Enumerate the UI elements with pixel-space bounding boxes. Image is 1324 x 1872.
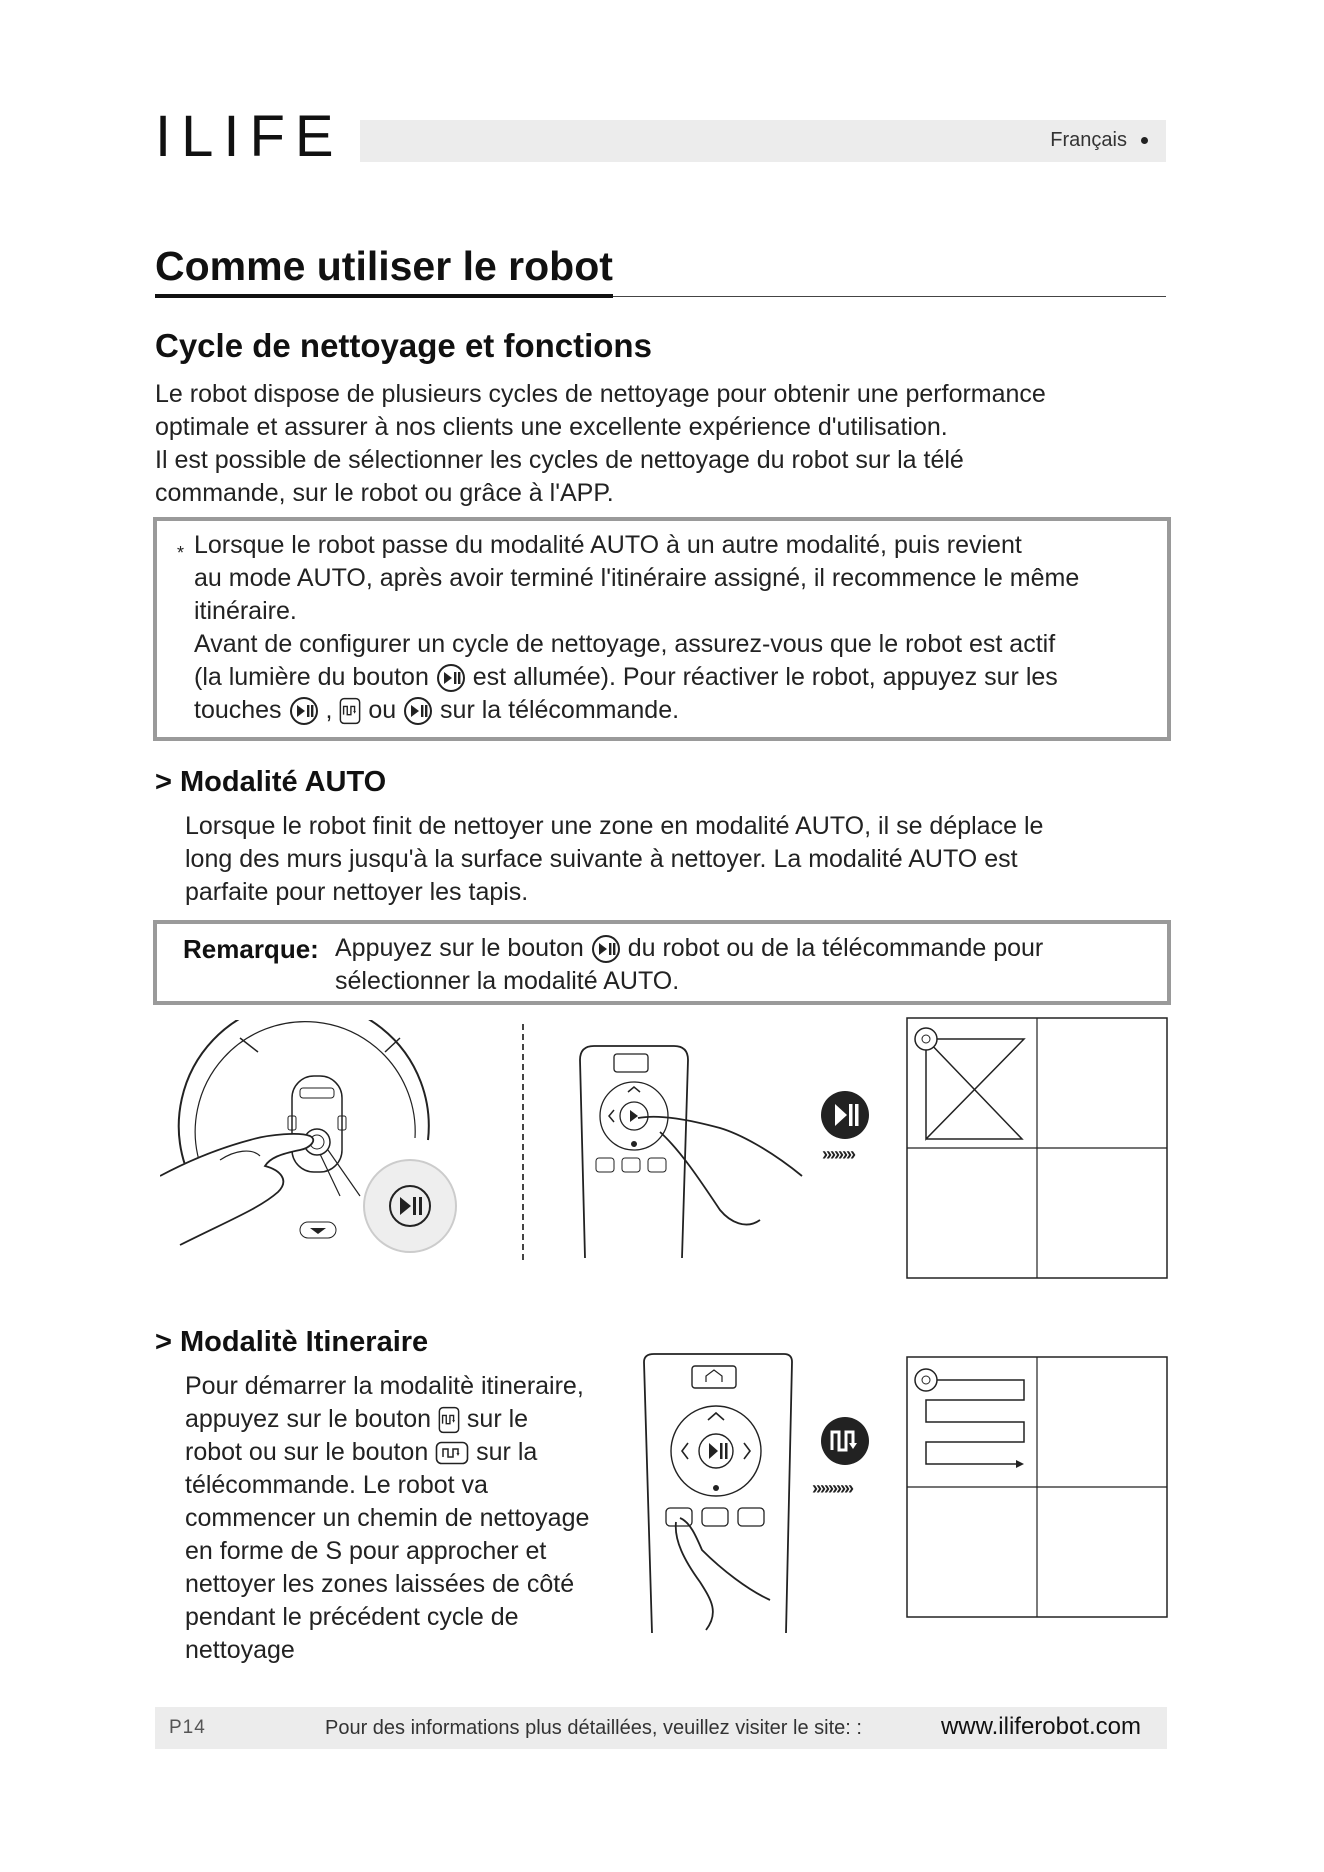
robot-icon xyxy=(915,1369,937,1391)
hand-icon xyxy=(160,1134,313,1245)
route-text-part: sur le xyxy=(466,1405,529,1433)
auto-mode-heading: > Modalité AUTO xyxy=(155,766,387,798)
play-pause-icon xyxy=(820,1090,870,1140)
remark-label: Remarque: xyxy=(183,934,319,964)
route-line xyxy=(185,1436,655,1469)
note-line: au mode AUTO, après avoir terminé l'itinéraire assigné, il recommence le même xyxy=(194,564,1080,592)
route-mode-description xyxy=(185,1370,655,1667)
note-box xyxy=(153,517,1171,741)
play-pause-icon xyxy=(289,696,319,726)
route-line: nettoyer les zones laissées de côté xyxy=(185,1570,575,1598)
note-line xyxy=(194,694,1179,727)
route-line xyxy=(185,1403,655,1436)
note-text xyxy=(194,529,1179,727)
note-line: Avant de configurer un cycle de nettoyage, assurez-vous que le robot est actif xyxy=(194,630,1056,658)
language-indicator xyxy=(1050,129,1148,152)
note-line: itinéraire. xyxy=(194,597,297,625)
fan-icon xyxy=(631,1141,637,1147)
note-bullet: * xyxy=(177,543,185,563)
auto-mode-description xyxy=(185,810,1175,909)
fan-icon xyxy=(713,1485,719,1491)
route-line: commencer un chemin de nettoyage xyxy=(185,1504,590,1532)
page-number: P14 xyxy=(169,1717,206,1738)
separator-dashed xyxy=(522,1024,524,1260)
language-bar xyxy=(360,120,1166,162)
website-link[interactable]: www.iliferobot.com xyxy=(940,1713,1141,1740)
play-pause-icon xyxy=(436,663,466,693)
route-mode-icon xyxy=(435,1441,469,1465)
route-mode-icon xyxy=(339,697,361,725)
remark-line xyxy=(335,932,1165,965)
route-line: en forme de S pour approcher et xyxy=(185,1537,547,1565)
note-line: Lorsque le robot passe du modalité AUTO à un autre modalité, puis revient xyxy=(194,531,1022,559)
play-pause-icon xyxy=(403,696,433,726)
route-line: nettoyage xyxy=(185,1636,295,1664)
play-pause-button-zoom xyxy=(364,1160,456,1252)
note-text-part: (la lumière du bouton xyxy=(194,663,429,691)
route-mode-icon xyxy=(438,1406,460,1434)
remark-text-part: du robot ou de la télécommande pour xyxy=(627,934,1044,962)
bullet-dot-icon xyxy=(1141,137,1148,144)
title-rule xyxy=(613,296,1166,297)
route-mode-heading: > Modalitè Itineraire xyxy=(155,1326,429,1358)
route-mode-icon xyxy=(820,1416,870,1466)
ilife-logo: ILIFE xyxy=(155,104,344,169)
note-text-part: est allumée). Pour réactiver le robot, appuyez sur les xyxy=(472,663,1058,691)
robot-icon xyxy=(915,1028,937,1050)
route-line: pendant le précédent cycle de xyxy=(185,1603,519,1631)
note-text-part: sur la télécommande. xyxy=(440,696,680,724)
footer-info: Pour des informations plus détaillées, veuillez visiter le site: : xyxy=(325,1717,862,1739)
play-pause-icon xyxy=(591,934,621,964)
route-line: Pour démarrer la modalitè itineraire, xyxy=(185,1372,584,1400)
chevrons-icon: »»»» xyxy=(822,1144,855,1164)
section-heading: Cycle de nettoyage et fonctions xyxy=(155,327,652,364)
auto-line: Lorsque le robot finit de nettoyer une zone en modalité AUTO, il se déplace le xyxy=(185,812,1044,840)
auto-path-diagram xyxy=(906,1017,1168,1279)
intro-line: Le robot dispose de plusieurs cycles de nettoyage pour obtenir une performance xyxy=(155,380,1046,408)
page-footer xyxy=(155,1707,1167,1749)
route-text-part: appuyez sur le bouton xyxy=(185,1405,432,1433)
remark-text-part: Appuyez sur le bouton xyxy=(335,934,584,962)
intro-line: Il est possible de sélectionner les cycles de nettoyage du robot sur la télé xyxy=(155,446,964,474)
route-line: télécommande. Le robot va xyxy=(185,1471,488,1499)
intro-line: commande, sur le robot ou grâce à l'APP. xyxy=(155,479,614,507)
intro-line: optimale et assurer à nos clients une excellente expérience d'utilisation. xyxy=(155,413,948,441)
note-text-part: ou xyxy=(368,696,397,724)
remote-route-illustration xyxy=(640,1350,800,1635)
auto-line: long des murs jusqu'à la surface suivante à nettoyer. La modalité AUTO est xyxy=(185,845,1018,873)
auto-line: parfaite pour nettoyer les tapis. xyxy=(185,878,529,906)
chevrons-icon: »»»»» xyxy=(812,1478,853,1498)
robot-illustration xyxy=(160,1020,480,1260)
title-underline xyxy=(155,294,613,298)
page-title: Comme utiliser le robot xyxy=(155,243,613,289)
route-text-part: robot ou sur le bouton xyxy=(185,1438,429,1466)
remote-illustration xyxy=(570,1040,810,1260)
remark-line: sélectionner la modalité AUTO. xyxy=(335,967,680,995)
note-line xyxy=(194,661,1179,694)
route-path-diagram xyxy=(906,1356,1168,1618)
note-text-part: , xyxy=(325,696,333,724)
language-label: Français xyxy=(1050,129,1127,151)
route-text-part: sur la xyxy=(476,1438,538,1466)
note-text-part: touches xyxy=(194,696,282,724)
remark-box xyxy=(153,920,1171,1005)
intro-paragraph xyxy=(155,378,1165,510)
remark-text xyxy=(335,932,1165,998)
